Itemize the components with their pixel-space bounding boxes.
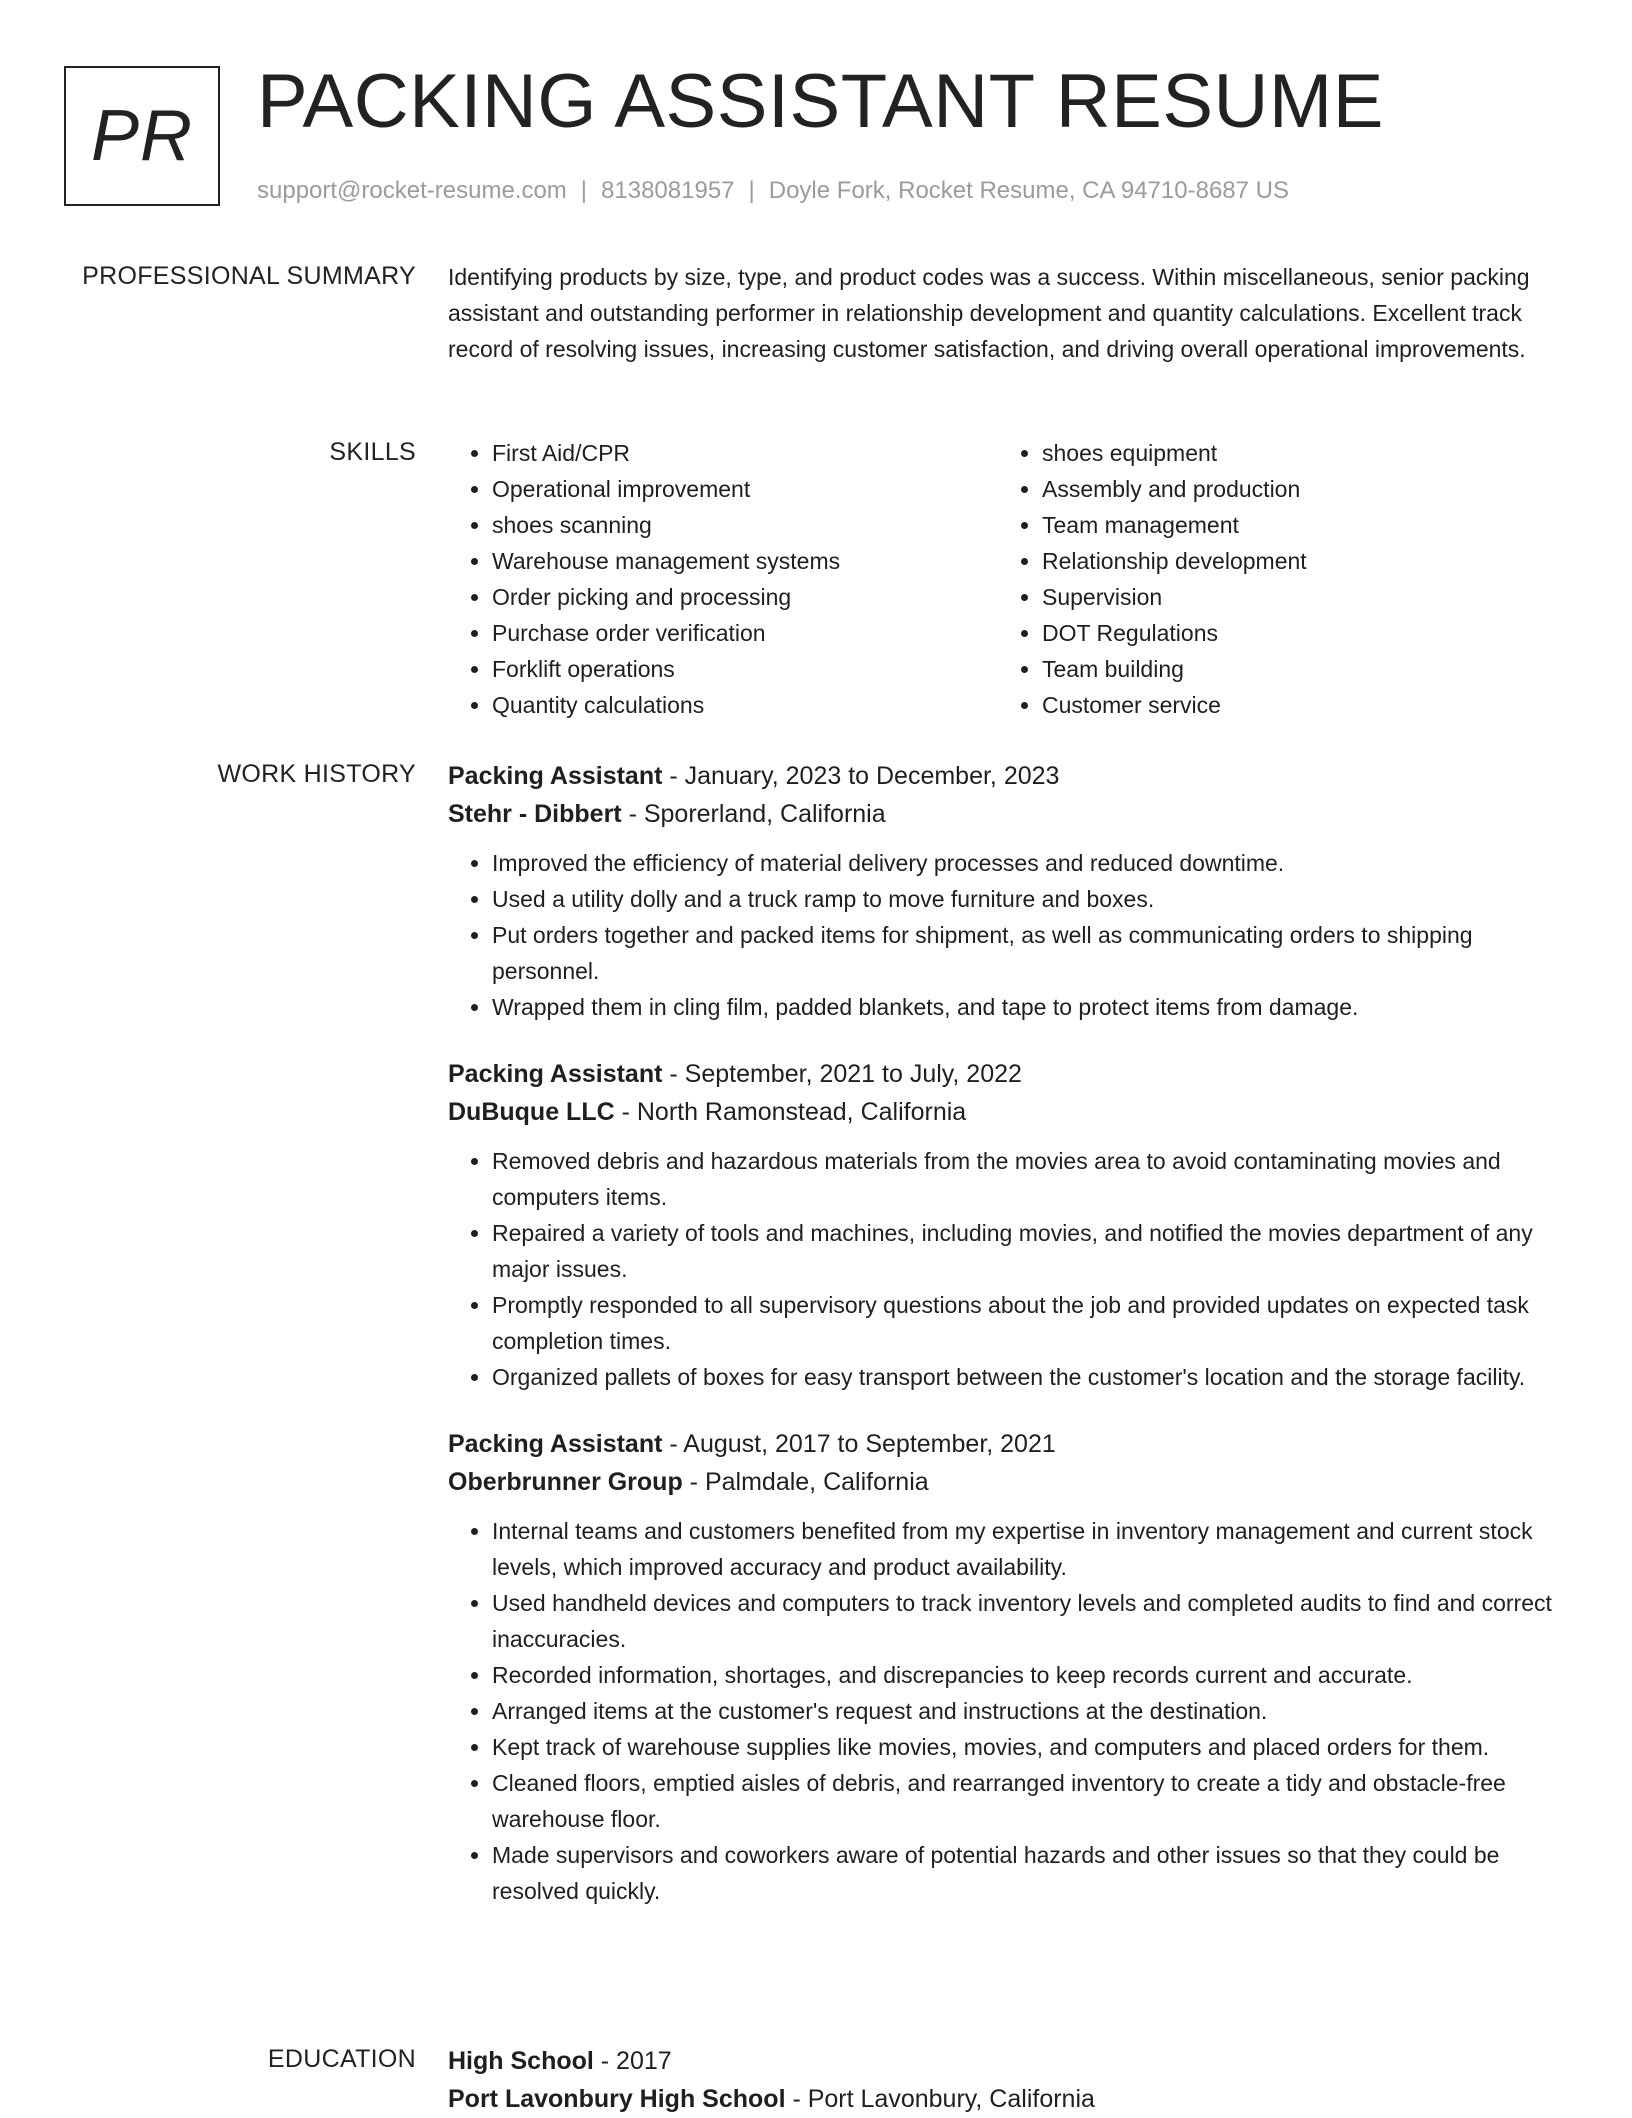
work-history-body [448, 757, 1564, 1909]
skill-item: • DOT Regulations [1042, 615, 1548, 651]
job-heading [448, 1055, 1564, 1093]
job-title: Packing Assistant [448, 1430, 663, 1458]
job-bullets [448, 845, 1564, 1025]
job-bullets [448, 1513, 1564, 1909]
contact-phone[interactable]: 8138081957 [601, 177, 735, 204]
skill-item: • shoes equipment [1042, 435, 1548, 471]
skill-item: • shoes scanning [492, 507, 998, 543]
skill-item: • Forklift operations [492, 651, 998, 687]
job-bullet: • Wrapped them in cling film, padded blankets, and tape to protect items from damage. [492, 989, 1564, 1025]
skill-item: • Order picking and processing [492, 579, 998, 615]
job-bullet: • Promptly responded to all supervisory questions about the job and provided updates on expected task completion times. [492, 1287, 1564, 1359]
job-bullet: • Put orders together and packed items for shipment, as well as communicating orders to shipping personnel. [492, 917, 1564, 989]
education-label: EDUCATION [267, 2045, 416, 2073]
skill-item: • Customer service [1042, 687, 1548, 723]
job-company: Oberbrunner Group [448, 1468, 683, 1496]
job-bullet: • Cleaned floors, emptied aisles of debris, and rearranged inventory to create a tidy and obstacle-free warehouse floor. [492, 1765, 1564, 1837]
contact-line [257, 176, 1289, 206]
job-entry [448, 1425, 1564, 1909]
skill-item: • Team management [1042, 507, 1548, 543]
skill-item: • Assembly and production [1042, 471, 1548, 507]
job-location: - Sporerland, California [621, 800, 886, 828]
education-body [448, 2042, 1564, 2118]
job-location: - Palmdale, California [682, 1468, 929, 1496]
job-employer [448, 795, 1564, 833]
job-bullet: • Organized pallets of boxes for easy transport between the customer's location and the storage facility. [492, 1359, 1564, 1395]
job-employer [448, 1093, 1564, 1131]
job-bullet: • Used a utility dolly and a truck ramp to move furniture and boxes. [492, 881, 1564, 917]
education-school: Port Lavonbury High School [448, 2085, 786, 2113]
skills-body [448, 435, 1564, 723]
job-bullet: • Removed debris and hazardous materials from the movies area to avoid contaminating movies and computers items. [492, 1143, 1564, 1215]
job-bullet: • Used handheld devices and computers to track inventory levels and completed audits to find and correct inaccuracies. [492, 1585, 1564, 1657]
contact-email[interactable]: support@rocket-resume.com [257, 177, 567, 204]
job-location: - North Ramonstead, California [614, 1098, 967, 1126]
skill-item: • Operational improvement [492, 471, 998, 507]
resume-title: PACKING ASSISTANT RESUME [257, 59, 1384, 144]
job-bullet: • Kept track of warehouse supplies like movies, movies, and computers and placed orders for them. [492, 1729, 1564, 1765]
job-bullet: • Repaired a variety of tools and machines, including movies, and notified the movies department of any major issues. [492, 1215, 1564, 1287]
education-degree: High School [448, 2047, 594, 2075]
job-entry [448, 757, 1564, 1025]
summary-body [448, 259, 1564, 367]
education-location: - Port Lavonbury, California [785, 2085, 1095, 2113]
skill-item: • Relationship development [1042, 543, 1548, 579]
job-bullet: • Made supervisors and coworkers aware of potential hazards and other issues so that they could be resolved quickly. [492, 1837, 1564, 1909]
job-dates: - August, 2017 to September, 2021 [662, 1430, 1056, 1458]
skill-item: • Purchase order verification [492, 615, 998, 651]
skill-item: • Quantity calculations [492, 687, 998, 723]
job-employer [448, 1463, 1564, 1501]
contact-address: Doyle Fork, Rocket Resume, CA 94710-8687 US [768, 177, 1289, 204]
work-history-label: WORK HISTORY [217, 760, 416, 788]
job-heading [448, 757, 1564, 795]
summary-label: PROFESSIONAL SUMMARY [82, 262, 416, 290]
job-bullet: • Improved the efficiency of material delivery processes and reduced downtime. [492, 845, 1564, 881]
skill-item: • First Aid/CPR [492, 435, 998, 471]
job-entry [448, 1055, 1564, 1395]
skills-list-left [448, 435, 998, 723]
job-title: Packing Assistant [448, 1060, 663, 1088]
job-dates: - September, 2021 to July, 2022 [662, 1060, 1022, 1088]
job-title: Packing Assistant [448, 762, 663, 790]
job-bullet: • Arranged items at the customer's request and instructions at the destination. [492, 1693, 1564, 1729]
summary-text: Identifying products by size, type, and product codes was a success. Within miscellaneous, senior packing assistant and outstanding performer in relationship development and quantity calculations. Excellent track record of resolving issues, increasing customer satisfaction, and driving overall operational improvements. [448, 264, 1530, 362]
job-bullet: • Recorded information, shortages, and discrepancies to keep records current and accurate. [492, 1657, 1564, 1693]
job-dates: - January, 2023 to December, 2023 [662, 762, 1060, 790]
initials-monogram: PR [64, 66, 220, 206]
skills-label: SKILLS [329, 438, 416, 466]
job-bullets [448, 1143, 1564, 1395]
skill-item: • Warehouse management systems [492, 543, 998, 579]
education-heading [448, 2042, 1564, 2080]
job-bullet: • Internal teams and customers benefited from my expertise in inventory management and current stock levels, which improved accuracy and product availability. [492, 1513, 1564, 1585]
job-company: DuBuque LLC [448, 1098, 615, 1126]
job-heading [448, 1425, 1564, 1463]
skill-item: • Supervision [1042, 579, 1548, 615]
education-school-line [448, 2080, 1564, 2118]
skills-list-right [998, 435, 1548, 723]
contact-separator: | [748, 177, 755, 204]
skill-item: • Team building [1042, 651, 1548, 687]
contact-separator: | [580, 177, 588, 204]
job-company: Stehr - Dibbert [448, 800, 622, 828]
education-year: - 2017 [593, 2047, 672, 2075]
